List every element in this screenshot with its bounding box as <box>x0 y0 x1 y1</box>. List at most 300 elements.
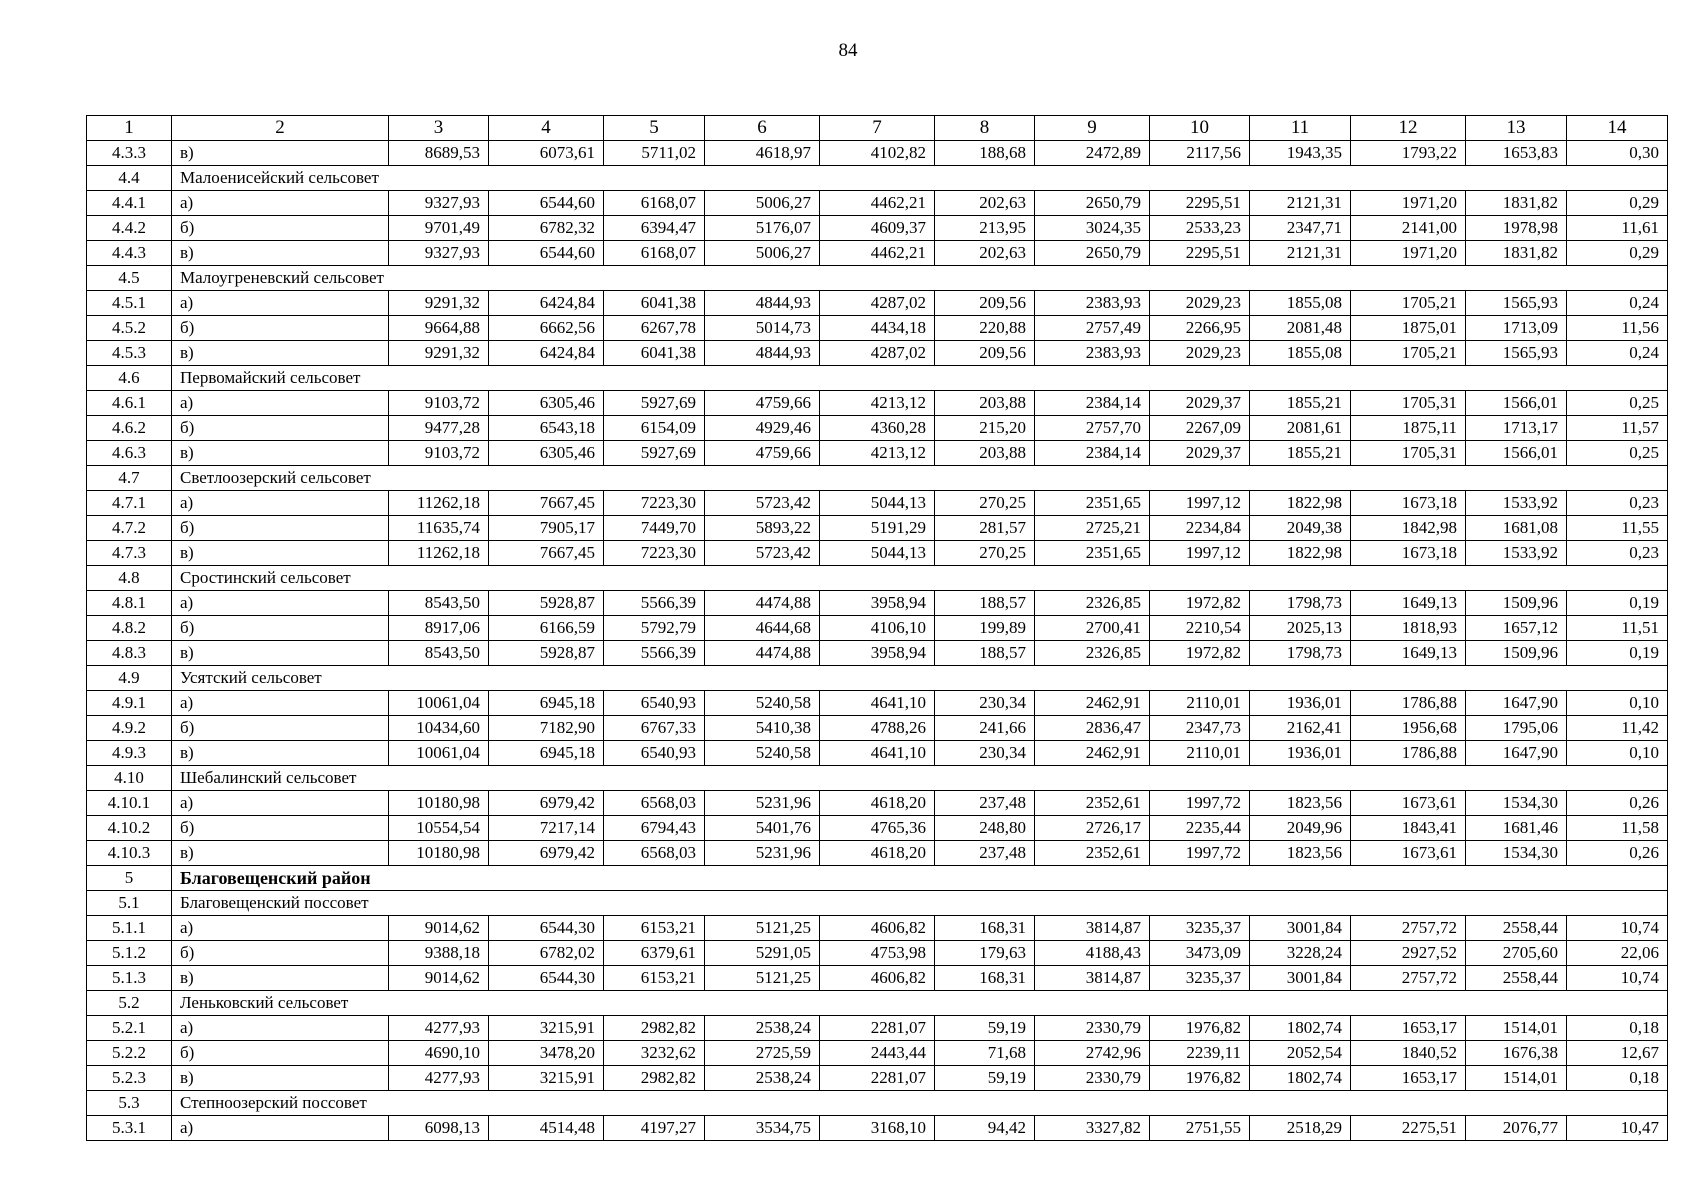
table-cell: 168,31 <box>935 916 1035 941</box>
table-cell: 5006,27 <box>705 241 820 266</box>
row-code: 5.2.3 <box>87 1066 172 1091</box>
table-row <box>87 941 1668 966</box>
table-cell: 2081,61 <box>1250 416 1351 441</box>
table-cell: 209,56 <box>935 291 1035 316</box>
table-cell: 6305,46 <box>489 441 604 466</box>
table-cell: 2295,51 <box>1150 241 1250 266</box>
table-cell: 0,18 <box>1567 1066 1668 1091</box>
table-cell: 3327,82 <box>1035 1116 1150 1141</box>
table-cell: 1971,20 <box>1351 191 1466 216</box>
table-cell: 59,19 <box>935 1066 1035 1091</box>
row-code: 4.5.3 <box>87 341 172 366</box>
row-code: 4.4.2 <box>87 216 172 241</box>
table-cell: 0,19 <box>1567 591 1668 616</box>
table-cell: 9664,88 <box>389 316 489 341</box>
table-cell: 1831,82 <box>1466 191 1567 216</box>
table-cell: 199,89 <box>935 616 1035 641</box>
table-cell: 1653,17 <box>1351 1016 1466 1041</box>
table-cell: 12,67 <box>1567 1041 1668 1066</box>
table-cell: 1976,82 <box>1150 1016 1250 1041</box>
table-cell: 6540,93 <box>604 691 705 716</box>
table-row <box>87 591 1668 616</box>
table-cell: 4188,43 <box>1035 941 1150 966</box>
table-cell: 2383,93 <box>1035 291 1150 316</box>
row-code: 4.8 <box>87 566 172 591</box>
table-cell: 4213,12 <box>820 391 935 416</box>
table-cell: 3958,94 <box>820 591 935 616</box>
header-row <box>87 116 1668 141</box>
table-cell: 3001,84 <box>1250 966 1351 991</box>
table-row <box>87 791 1668 816</box>
section-row <box>87 366 1668 391</box>
row-label: б) <box>172 816 389 841</box>
table-cell: 5792,79 <box>604 616 705 641</box>
table-cell: 10554,54 <box>389 816 489 841</box>
table-cell: 2443,44 <box>820 1041 935 1066</box>
column-header: 6 <box>705 116 820 141</box>
table-cell: 9103,72 <box>389 441 489 466</box>
table-cell: 270,25 <box>935 541 1035 566</box>
table-cell: 5006,27 <box>705 191 820 216</box>
table-cell: 188,57 <box>935 591 1035 616</box>
table-cell: 6568,03 <box>604 791 705 816</box>
row-code: 4.10.1 <box>87 791 172 816</box>
table-body <box>87 141 1668 1141</box>
section-name: Усятский сельсовет <box>172 666 1668 691</box>
table-cell: 215,20 <box>935 416 1035 441</box>
row-code: 4.6.1 <box>87 391 172 416</box>
table-cell: 1823,56 <box>1250 791 1351 816</box>
table-cell: 203,88 <box>935 391 1035 416</box>
table-cell: 6767,33 <box>604 716 705 741</box>
table-cell: 8543,50 <box>389 641 489 666</box>
row-label: а) <box>172 916 389 941</box>
table-cell: 7223,30 <box>604 541 705 566</box>
table-cell: 5240,58 <box>705 741 820 766</box>
table-row <box>87 441 1668 466</box>
table-cell: 2705,60 <box>1466 941 1567 966</box>
table-cell: 2558,44 <box>1466 916 1567 941</box>
table-cell: 2927,52 <box>1351 941 1466 966</box>
table-cell: 1997,72 <box>1150 841 1250 866</box>
table-cell: 241,66 <box>935 716 1035 741</box>
table-cell: 1681,08 <box>1466 516 1567 541</box>
table-cell: 0,29 <box>1567 191 1668 216</box>
table-cell: 6782,02 <box>489 941 604 966</box>
table-cell: 6424,84 <box>489 291 604 316</box>
table-cell: 1514,01 <box>1466 1066 1567 1091</box>
section-row <box>87 166 1668 191</box>
column-header: 5 <box>604 116 705 141</box>
table-cell: 2326,85 <box>1035 591 1150 616</box>
table-cell: 0,23 <box>1567 541 1668 566</box>
table-cell: 2295,51 <box>1150 191 1250 216</box>
table-cell: 1676,38 <box>1466 1041 1567 1066</box>
table-cell: 1514,01 <box>1466 1016 1567 1041</box>
table-cell: 230,34 <box>935 741 1035 766</box>
table-cell: 3215,91 <box>489 1066 604 1091</box>
table-cell: 1802,74 <box>1250 1066 1351 1091</box>
table-cell: 6098,13 <box>389 1116 489 1141</box>
table-cell: 1649,13 <box>1351 591 1466 616</box>
table-cell: 202,63 <box>935 241 1035 266</box>
table-cell: 1565,93 <box>1466 291 1567 316</box>
table-cell: 4759,66 <box>705 391 820 416</box>
table-cell: 0,25 <box>1567 391 1668 416</box>
table-cell: 10061,04 <box>389 691 489 716</box>
column-header: 10 <box>1150 116 1250 141</box>
table-cell: 237,48 <box>935 841 1035 866</box>
table-cell: 5121,25 <box>705 966 820 991</box>
column-header: 12 <box>1351 116 1466 141</box>
table-cell: 9477,28 <box>389 416 489 441</box>
table-cell: 2029,37 <box>1150 391 1250 416</box>
row-label: б) <box>172 416 389 441</box>
table-cell: 4474,88 <box>705 591 820 616</box>
row-code: 4.5.1 <box>87 291 172 316</box>
table-cell: 7449,70 <box>604 516 705 541</box>
table-cell: 4644,68 <box>705 616 820 641</box>
table-cell: 6267,78 <box>604 316 705 341</box>
table-cell: 4106,10 <box>820 616 935 641</box>
table-cell: 2383,93 <box>1035 341 1150 366</box>
table-cell: 2650,79 <box>1035 241 1150 266</box>
table-cell: 5723,42 <box>705 541 820 566</box>
table-cell: 168,31 <box>935 966 1035 991</box>
table-cell: 4606,82 <box>820 916 935 941</box>
row-code: 4.3.3 <box>87 141 172 166</box>
table-cell: 2121,31 <box>1250 241 1351 266</box>
row-code: 4.5 <box>87 266 172 291</box>
row-label: в) <box>172 1066 389 1091</box>
table-cell: 2326,85 <box>1035 641 1150 666</box>
row-label: в) <box>172 241 389 266</box>
table-cell: 5044,13 <box>820 491 935 516</box>
table-cell: 6154,09 <box>604 416 705 441</box>
table-cell: 4929,46 <box>705 416 820 441</box>
table-cell: 8689,53 <box>389 141 489 166</box>
table-cell: 1713,09 <box>1466 316 1567 341</box>
table-cell: 2029,37 <box>1150 441 1250 466</box>
table-cell: 2757,49 <box>1035 316 1150 341</box>
table-cell: 2049,96 <box>1250 816 1351 841</box>
table-cell: 1822,98 <box>1250 541 1351 566</box>
table-cell: 1705,21 <box>1351 291 1466 316</box>
table-cell: 9388,18 <box>389 941 489 966</box>
table-cell: 3235,37 <box>1150 966 1250 991</box>
table-cell: 1649,13 <box>1351 641 1466 666</box>
row-code: 5.2.1 <box>87 1016 172 1041</box>
table-cell: 3534,75 <box>705 1116 820 1141</box>
table-cell: 5928,87 <box>489 641 604 666</box>
row-code: 4.7 <box>87 466 172 491</box>
column-header: 4 <box>489 116 604 141</box>
column-header: 11 <box>1250 116 1351 141</box>
row-label: б) <box>172 1041 389 1066</box>
table-cell: 9103,72 <box>389 391 489 416</box>
table-cell: 237,48 <box>935 791 1035 816</box>
row-code: 4.6.2 <box>87 416 172 441</box>
table-cell: 2121,31 <box>1250 191 1351 216</box>
section-name: Благовещенский поссовет <box>172 891 1668 916</box>
table-cell: 2025,13 <box>1250 616 1351 641</box>
row-label: в) <box>172 141 389 166</box>
section-row <box>87 891 1668 916</box>
table-cell: 6305,46 <box>489 391 604 416</box>
table-cell: 4102,82 <box>820 141 935 166</box>
row-code: 4.7.2 <box>87 516 172 541</box>
table-cell: 2281,07 <box>820 1066 935 1091</box>
table-cell: 2281,07 <box>820 1016 935 1041</box>
table-cell: 188,57 <box>935 641 1035 666</box>
table-cell: 2757,72 <box>1351 966 1466 991</box>
row-label: в) <box>172 441 389 466</box>
table-cell: 2384,14 <box>1035 441 1150 466</box>
table-cell: 6166,59 <box>489 616 604 641</box>
table-cell: 4609,37 <box>820 216 935 241</box>
table-cell: 0,23 <box>1567 491 1668 516</box>
table-cell: 1705,31 <box>1351 391 1466 416</box>
table-cell: 1818,93 <box>1351 616 1466 641</box>
table-cell: 0,19 <box>1567 641 1668 666</box>
table-cell: 1653,83 <box>1466 141 1567 166</box>
table-row <box>87 241 1668 266</box>
table-cell: 11,51 <box>1567 616 1668 641</box>
column-header: 9 <box>1035 116 1150 141</box>
table-cell: 5014,73 <box>705 316 820 341</box>
row-code: 4.10.3 <box>87 841 172 866</box>
table-cell: 0,10 <box>1567 691 1668 716</box>
row-label: а) <box>172 191 389 216</box>
table-cell: 213,95 <box>935 216 1035 241</box>
table-cell: 6782,32 <box>489 216 604 241</box>
table-cell: 7905,17 <box>489 516 604 541</box>
table-cell: 2351,65 <box>1035 491 1150 516</box>
table-cell: 1875,11 <box>1351 416 1466 441</box>
table-cell: 270,25 <box>935 491 1035 516</box>
table-row <box>87 541 1668 566</box>
row-label: б) <box>172 516 389 541</box>
table-cell: 1509,96 <box>1466 641 1567 666</box>
table-cell: 6544,60 <box>489 191 604 216</box>
table-cell: 1976,82 <box>1150 1066 1250 1091</box>
table-cell: 6168,07 <box>604 241 705 266</box>
table-cell: 4844,93 <box>705 341 820 366</box>
row-label: в) <box>172 741 389 766</box>
table-cell: 1534,30 <box>1466 791 1567 816</box>
table-cell: 1972,82 <box>1150 641 1250 666</box>
table-cell: 3168,10 <box>820 1116 935 1141</box>
table-cell: 11,55 <box>1567 516 1668 541</box>
row-label: б) <box>172 941 389 966</box>
table-cell: 1705,31 <box>1351 441 1466 466</box>
column-header: 1 <box>87 116 172 141</box>
table-cell: 11262,18 <box>389 541 489 566</box>
table-cell: 2352,61 <box>1035 841 1150 866</box>
row-code: 4.9.3 <box>87 741 172 766</box>
row-label: б) <box>172 216 389 241</box>
district-row <box>87 866 1668 891</box>
table-row <box>87 516 1668 541</box>
row-code: 4.4.1 <box>87 191 172 216</box>
table-cell: 10434,60 <box>389 716 489 741</box>
table-cell: 7217,14 <box>489 816 604 841</box>
table-cell: 1566,01 <box>1466 441 1567 466</box>
table-cell: 4606,82 <box>820 966 935 991</box>
table-cell: 1798,73 <box>1250 641 1351 666</box>
table-cell: 22,06 <box>1567 941 1668 966</box>
table-cell: 4197,27 <box>604 1116 705 1141</box>
table-cell: 5566,39 <box>604 641 705 666</box>
table-cell: 4277,93 <box>389 1016 489 1041</box>
table-cell: 4462,21 <box>820 241 935 266</box>
table-cell: 1943,35 <box>1250 141 1351 166</box>
table-cell: 0,30 <box>1567 141 1668 166</box>
table-cell: 4618,97 <box>705 141 820 166</box>
table-cell: 1705,21 <box>1351 341 1466 366</box>
table-row <box>87 1116 1668 1141</box>
table-row <box>87 916 1668 941</box>
table-cell: 2330,79 <box>1035 1066 1150 1091</box>
row-code: 5 <box>87 866 172 891</box>
row-code: 4.7.1 <box>87 491 172 516</box>
table-cell: 5927,69 <box>604 441 705 466</box>
table-cell: 4287,02 <box>820 291 935 316</box>
section-name: Малоугреневский сельсовет <box>172 266 1668 291</box>
table-cell: 2352,61 <box>1035 791 1150 816</box>
table-cell: 2052,54 <box>1250 1041 1351 1066</box>
table-cell: 1802,74 <box>1250 1016 1351 1041</box>
table-cell: 5893,22 <box>705 516 820 541</box>
table-row <box>87 816 1668 841</box>
table-cell: 11,58 <box>1567 816 1668 841</box>
section-row <box>87 666 1668 691</box>
table-cell: 6945,18 <box>489 741 604 766</box>
table-cell: 1855,21 <box>1250 391 1351 416</box>
table-cell: 2029,23 <box>1150 341 1250 366</box>
row-code: 4.8.1 <box>87 591 172 616</box>
table-cell: 202,63 <box>935 191 1035 216</box>
table-cell: 1565,93 <box>1466 341 1567 366</box>
table-row <box>87 691 1668 716</box>
table-cell: 5240,58 <box>705 691 820 716</box>
table-cell: 3232,62 <box>604 1041 705 1066</box>
table-row <box>87 391 1668 416</box>
table-cell: 6153,21 <box>604 966 705 991</box>
table-cell: 2751,55 <box>1150 1116 1250 1141</box>
table-cell: 10,47 <box>1567 1116 1668 1141</box>
row-code: 4.7.3 <box>87 541 172 566</box>
table-row <box>87 416 1668 441</box>
table-cell: 1793,22 <box>1351 141 1466 166</box>
table-cell: 8917,06 <box>389 616 489 641</box>
tariff-table <box>86 115 1668 1141</box>
table-cell: 6979,42 <box>489 791 604 816</box>
row-code: 4.10.2 <box>87 816 172 841</box>
table-cell: 203,88 <box>935 441 1035 466</box>
table-cell: 220,88 <box>935 316 1035 341</box>
row-code: 5.1 <box>87 891 172 916</box>
table-cell: 7667,45 <box>489 491 604 516</box>
row-code: 4.10 <box>87 766 172 791</box>
table-cell: 3958,94 <box>820 641 935 666</box>
table-cell: 4287,02 <box>820 341 935 366</box>
table-cell: 0,18 <box>1567 1016 1668 1041</box>
table-cell: 3024,35 <box>1035 216 1150 241</box>
table-cell: 209,56 <box>935 341 1035 366</box>
table-cell: 10180,98 <box>389 841 489 866</box>
table-cell: 1509,96 <box>1466 591 1567 616</box>
table-cell: 1842,98 <box>1351 516 1466 541</box>
page-number: 84 <box>838 40 858 61</box>
table-cell: 11262,18 <box>389 491 489 516</box>
table-cell: 1843,41 <box>1351 816 1466 841</box>
row-code: 4.6 <box>87 366 172 391</box>
table-cell: 1673,61 <box>1351 841 1466 866</box>
table-cell: 2162,41 <box>1250 716 1351 741</box>
table-cell: 0,25 <box>1567 441 1668 466</box>
table-cell: 59,19 <box>935 1016 1035 1041</box>
table-cell: 4844,93 <box>705 291 820 316</box>
row-code: 4.6.3 <box>87 441 172 466</box>
table-cell: 5401,76 <box>705 816 820 841</box>
table-cell: 6945,18 <box>489 691 604 716</box>
table-cell: 2110,01 <box>1150 741 1250 766</box>
row-label: а) <box>172 491 389 516</box>
row-label: б) <box>172 316 389 341</box>
table-cell: 1534,30 <box>1466 841 1567 866</box>
table-cell: 9014,62 <box>389 916 489 941</box>
table-cell: 5927,69 <box>604 391 705 416</box>
table-cell: 1972,82 <box>1150 591 1250 616</box>
table-cell: 6979,42 <box>489 841 604 866</box>
table-row <box>87 216 1668 241</box>
table-cell: 1971,20 <box>1351 241 1466 266</box>
table-cell: 2462,91 <box>1035 741 1150 766</box>
table-cell: 0,26 <box>1567 841 1668 866</box>
table-cell: 9701,49 <box>389 216 489 241</box>
table-cell: 4360,28 <box>820 416 935 441</box>
table-cell: 71,68 <box>935 1041 1035 1066</box>
row-code: 4.9.1 <box>87 691 172 716</box>
table-cell: 4690,10 <box>389 1041 489 1066</box>
table-cell: 6041,38 <box>604 341 705 366</box>
table-cell: 2351,65 <box>1035 541 1150 566</box>
table-cell: 3473,09 <box>1150 941 1250 966</box>
table-cell: 4753,98 <box>820 941 935 966</box>
table-cell: 10,74 <box>1567 966 1668 991</box>
table-cell: 6662,56 <box>489 316 604 341</box>
table-cell: 2347,73 <box>1150 716 1250 741</box>
table-cell: 2235,44 <box>1150 816 1250 841</box>
table-row <box>87 841 1668 866</box>
table-cell: 6379,61 <box>604 941 705 966</box>
section-row <box>87 266 1668 291</box>
table-cell: 2982,82 <box>604 1016 705 1041</box>
column-header: 13 <box>1466 116 1567 141</box>
table-cell: 94,42 <box>935 1116 1035 1141</box>
table-cell: 1673,61 <box>1351 791 1466 816</box>
table-row <box>87 966 1668 991</box>
table-cell: 6540,93 <box>604 741 705 766</box>
table-cell: 3814,87 <box>1035 966 1150 991</box>
table-cell: 7182,90 <box>489 716 604 741</box>
row-label: а) <box>172 591 389 616</box>
table-cell: 2538,24 <box>705 1066 820 1091</box>
table-cell: 2725,59 <box>705 1041 820 1066</box>
table-cell: 2384,14 <box>1035 391 1150 416</box>
table-cell: 5191,29 <box>820 516 935 541</box>
